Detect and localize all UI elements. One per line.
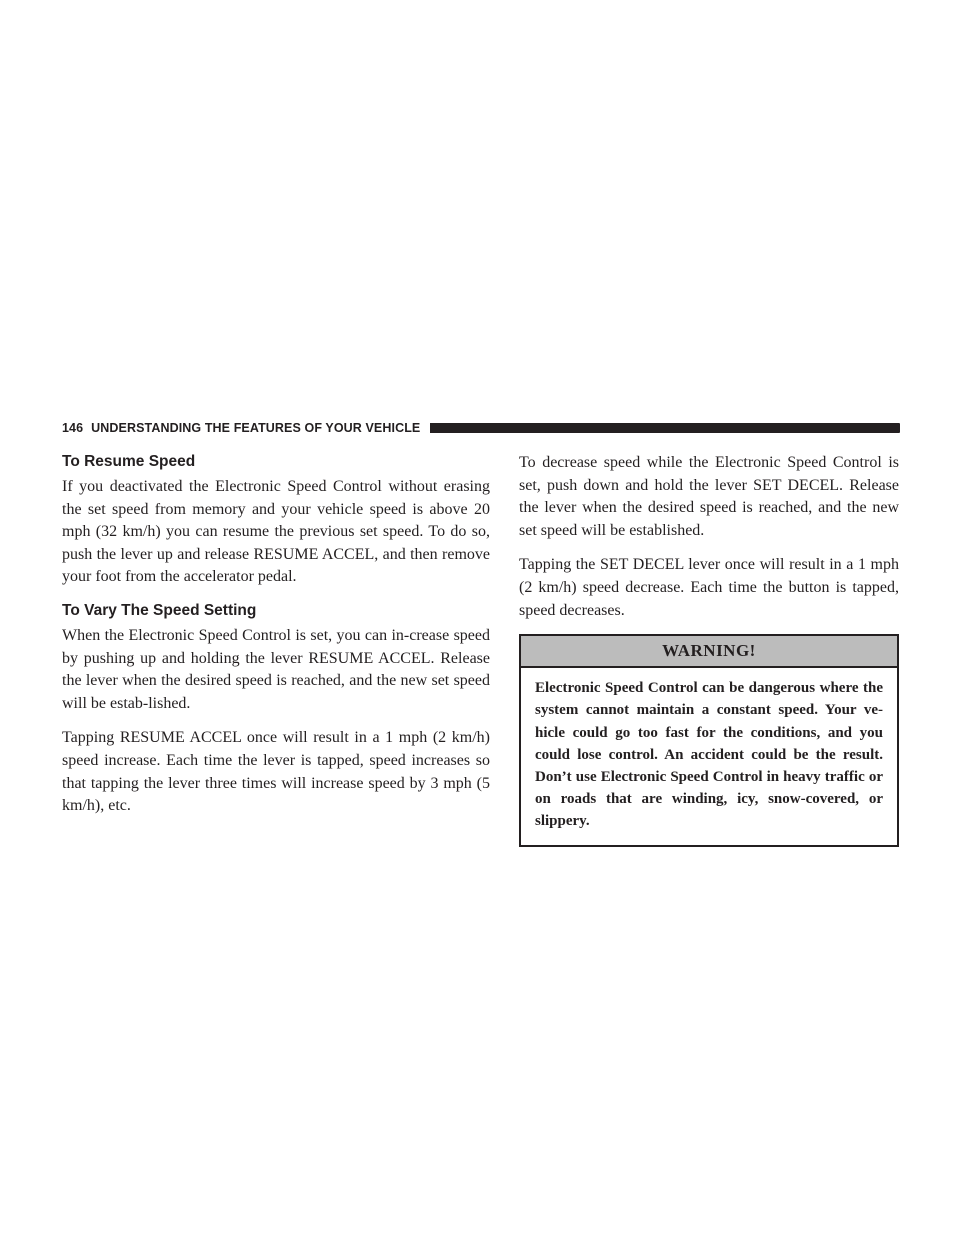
- right-column: [519, 452, 899, 847]
- page-number: 146: [62, 421, 84, 435]
- left-column: [62, 452, 490, 830]
- vary-speed-paragraph-1: When the Electronic Speed Control is set, you can in-crease speed by pushing up and holding the lever RESUME ACCEL. Release the lever when the desired speed is reached, and the new set speed will be estab-lished.: [62, 626, 490, 712]
- vary-speed-heading: To Vary The Speed Setting: [62, 601, 257, 619]
- running-header: [62, 419, 900, 437]
- resume-speed-paragraph: If you deactivated the Electronic Speed Control without erasing the set speed from memory and your vehicle speed is above 20 mph (32 km/h) you can resume the previous set speed. To do so, push the lever up and release RESUME ACCEL, and then remove your foot from the accelerator pedal.: [62, 478, 490, 586]
- header-rule: [430, 423, 900, 433]
- section-title: UNDERSTANDING THE FEATURES OF YOUR VEHICLE: [91, 421, 421, 435]
- warning-box: [519, 634, 899, 846]
- tapping-set-decel-paragraph: Tapping the SET DECEL lever once will result in a 1 mph (2 km/h) speed decrease. Each time the button is tapped, speed decreases.: [519, 556, 899, 619]
- decrease-speed-paragraph: To decrease speed while the Electronic Speed Control is set, push down and hold the lever SET DECEL. Release the lever when the desired speed is reached, and the new set speed will be established.: [519, 454, 899, 539]
- resume-speed-heading: To Resume Speed: [62, 453, 196, 470]
- vary-speed-paragraph-2: Tapping RESUME ACCEL once will result in a 1 mph (2 km/h) speed increase. Each time the lever is tapped, speed increases so that tapping the lever three times will increase speed by 3 mph (5 km/h), etc.: [62, 729, 490, 815]
- warning-text: Electronic Speed Control can be dangerous where the system cannot maintain a constant speed. Your ve-hicle could go too fast for the conditions, and you could lose control. An accident could be the result. Don’t use Electronic Speed Control in heavy traffic or on roads that are winding, icy, snow-covered, or slippery.: [535, 680, 883, 830]
- warning-title: WARNING!: [521, 636, 897, 668]
